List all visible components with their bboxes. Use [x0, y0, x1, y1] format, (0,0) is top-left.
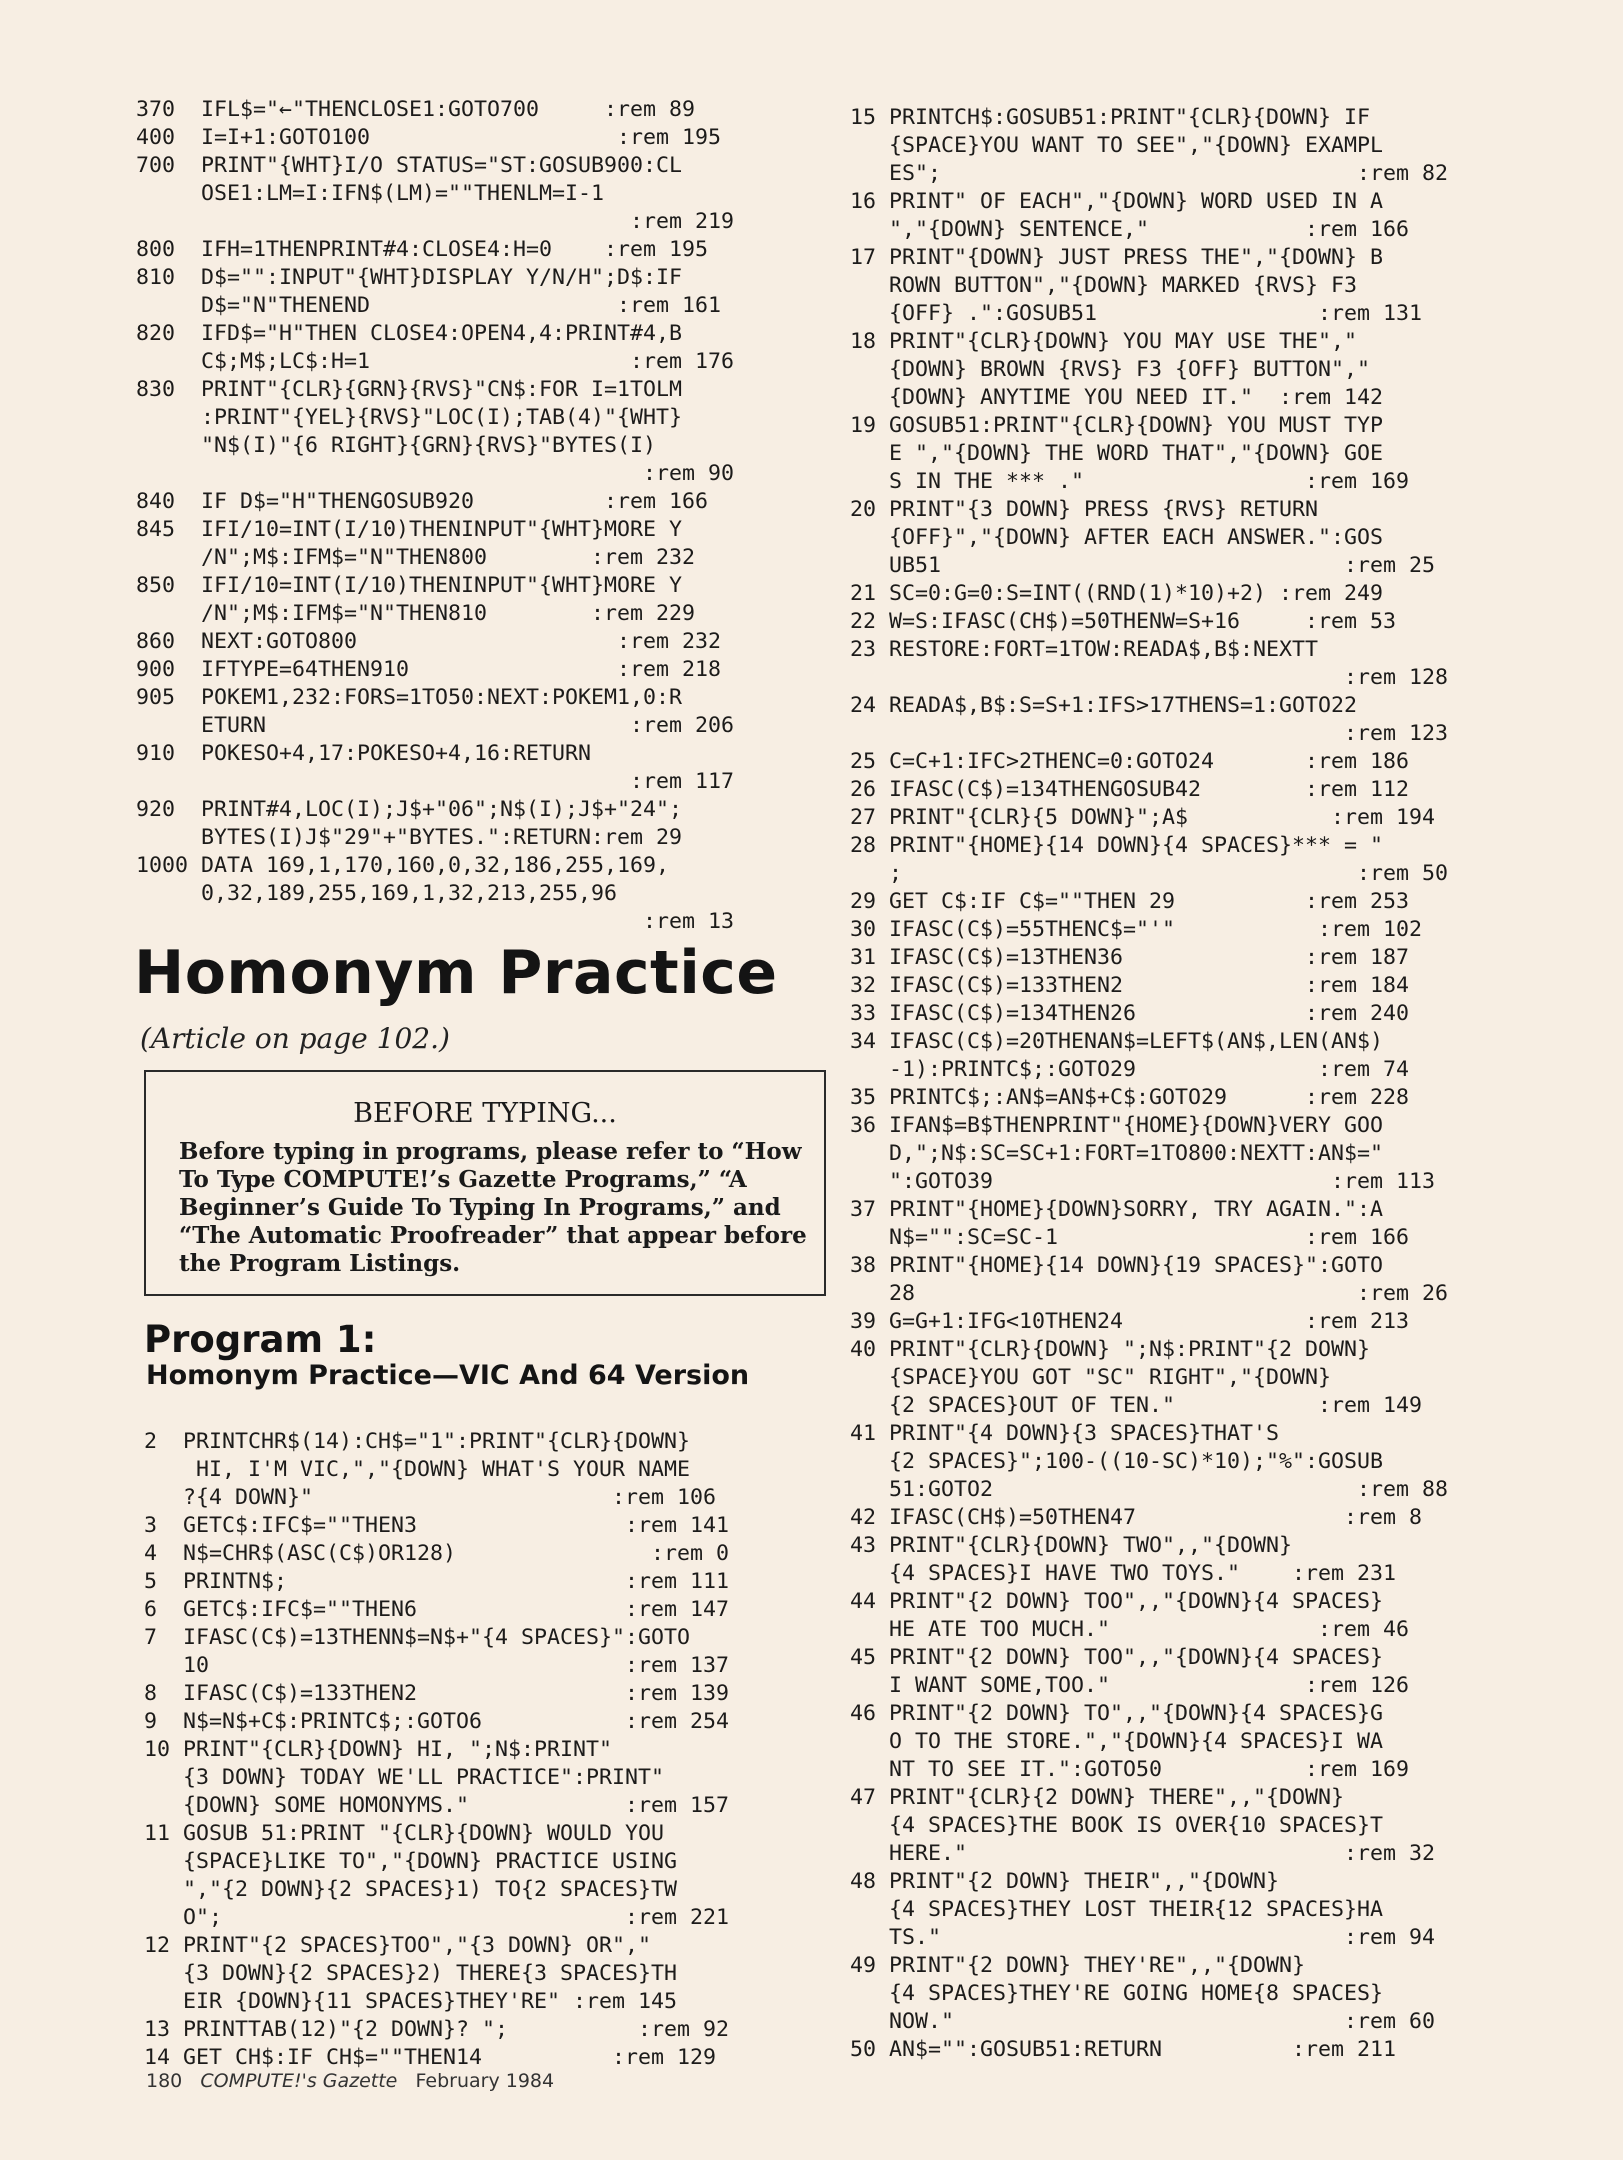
code-line: S IN THE *** ." :rem 169	[850, 469, 1410, 494]
code-line: 17 PRINT"{DOWN} JUST PRESS THE","{DOWN} B	[850, 245, 1384, 270]
code-line: 700 PRINT"{WHT}I/O STATUS="ST:GOSUB900:CL	[136, 153, 683, 178]
code-line: 2 PRINTCHR$(14):CH$="1":PRINT"{CLR}{DOWN}	[144, 1429, 691, 1454]
code-line: -1):PRINTC$;:GOTO29 :rem 74	[850, 1057, 1410, 1082]
code-line: ":GOTO39 :rem 113	[850, 1169, 1436, 1194]
code-line: {OFF} .":GOSUB51 :rem 131	[850, 301, 1423, 326]
code-line: 800 IFH=1THENPRINT#4:CLOSE4:H=0 :rem 195	[136, 237, 709, 262]
code-line: {4 SPACES}I HAVE TWO TOYS." :rem 231	[850, 1561, 1397, 1586]
code-line: ROWN BUTTON","{DOWN} MARKED {RVS} F3	[850, 273, 1358, 298]
code-line: NOW." :rem 60	[850, 2009, 1436, 2034]
code-line: :rem 128	[850, 665, 1449, 690]
code-line: D$="N"THENEND :rem 161	[136, 293, 722, 318]
code-line: 25 C=C+1:IFC>2THENC=0:GOTO24 :rem 186	[850, 749, 1410, 774]
code-line: 48 PRINT"{2 DOWN} THEIR",,"{DOWN}	[850, 1869, 1280, 1894]
program-subheading: Homonym Practice—VIC And 64 Version	[146, 1360, 750, 1391]
code-line: {SPACE}YOU GOT "SC" RIGHT","{DOWN}	[850, 1365, 1332, 1390]
code-line: 810 D$="":INPUT"{WHT}DISPLAY Y/N/H";D$:IF	[136, 265, 683, 290]
code-line: 14 GET CH$:IF CH$=""THEN14 :rem 129	[144, 2045, 717, 2070]
code-line: 47 PRINT"{CLR}{2 DOWN} THERE",,"{DOWN}	[850, 1785, 1345, 1810]
code-line: 32 IFASC(C$)=133THEN2 :rem 184	[850, 973, 1410, 998]
code-line: 400 I=I+1:GOTO100 :rem 195	[136, 125, 722, 150]
code-line: 920 PRINT#4,LOC(I);J$+"06";N$(I);J$+"24";	[136, 797, 683, 822]
code-line: 46 PRINT"{2 DOWN} TO",,"{DOWN}{4 SPACES}G	[850, 1701, 1384, 1726]
code-line: 36 IFAN$=B$THENPRINT"{HOME}{DOWN}VERY GOO	[850, 1113, 1384, 1138]
code-line: 21 SC=0:G=0:S=INT((RND(1)*10)+2) :rem 249	[850, 581, 1384, 606]
code-line: 840 IF D$="H"THENGOSUB920 :rem 166	[136, 489, 709, 514]
listing-continued	[136, 96, 734, 936]
code-line: 820 IFD$="H"THEN CLOSE4:OPEN4,4:PRINT#4,B	[136, 321, 683, 346]
code-line: HERE." :rem 32	[850, 1841, 1436, 1866]
code-line: 44 PRINT"{2 DOWN} TOO",,"{DOWN}{4 SPACES}	[850, 1589, 1384, 1614]
code-line: ; :rem 50	[850, 861, 1449, 886]
code-line: 4 N$=CHR$(ASC(C$)OR128) :rem 0	[144, 1541, 730, 1566]
code-line: 6 GETC$:IFC$=""THEN6 :rem 147	[144, 1597, 730, 1622]
code-line: N$="":SC=SC-1 :rem 166	[850, 1225, 1410, 1250]
code-line: 51:GOTO2 :rem 88	[850, 1477, 1449, 1502]
code-line: 45 PRINT"{2 DOWN} TOO",,"{DOWN}{4 SPACES}	[850, 1645, 1384, 1670]
page-footer	[146, 2070, 554, 2092]
code-line: 41 PRINT"{4 DOWN}{3 SPACES}THAT'S	[850, 1421, 1280, 1446]
code-line: 11 GOSUB 51:PRINT "{CLR}{DOWN} WOULD YOU	[144, 1821, 665, 1846]
article-reference: (Article on page 102.)	[140, 1022, 450, 1055]
code-line: 37 PRINT"{HOME}{DOWN}SORRY, TRY AGAIN.":A	[850, 1197, 1384, 1222]
code-line: HI, I'M VIC,","{DOWN} WHAT'S YOUR NAME	[144, 1457, 691, 1482]
code-line: 9 N$=N$+C$:PRINTC$;:GOTO6 :rem 254	[144, 1709, 730, 1734]
code-line: 19 GOSUB51:PRINT"{CLR}{DOWN} YOU MUST TYP	[850, 413, 1384, 438]
code-line: :rem 117	[136, 769, 735, 794]
code-line: 20 PRINT"{3 DOWN} PRESS {RVS} RETURN	[850, 497, 1319, 522]
program-listing-right	[850, 104, 1448, 2064]
code-line: 50 AN$="":GOSUB51:RETURN :rem 211	[850, 2037, 1397, 2062]
code-line: 26 IFASC(C$)=134THENGOSUB42 :rem 112	[850, 777, 1410, 802]
code-line: BYTES(I)J$"29"+"BYTES.":RETURN:rem 29	[136, 825, 683, 850]
code-line: 28 :rem 26	[850, 1281, 1449, 1306]
code-line: 24 READA$,B$:S=S+1:IFS>17THENS=1:GOTO22	[850, 693, 1358, 718]
code-line: 830 PRINT"{CLR}{GRN}{RVS}"CN$:FOR I=1TOLM	[136, 377, 683, 402]
code-line: {4 SPACES}THEY LOST THEIR{12 SPACES}HA	[850, 1897, 1384, 1922]
code-line: 49 PRINT"{2 DOWN} THEY'RE",,"{DOWN}	[850, 1953, 1306, 1978]
code-line: 15 PRINTCH$:GOSUB51:PRINT"{CLR}{DOWN} IF	[850, 105, 1371, 130]
code-line: NT TO SEE IT.":GOTO50 :rem 169	[850, 1757, 1410, 1782]
code-line: {DOWN} SOME HOMONYMS." :rem 157	[144, 1793, 730, 1818]
code-line: 30 IFASC(C$)=55THENC$="'" :rem 102	[850, 917, 1423, 942]
code-line: 845 IFI/10=INT(I/10)THENINPUT"{WHT}MORE Y	[136, 517, 683, 542]
article-title: Homonym Practice	[134, 938, 778, 1008]
code-line: /N";M$:IFM$="N"THEN810 :rem 229	[136, 601, 696, 626]
code-line: E ","{DOWN} THE WORD THAT","{DOWN} GOE	[850, 441, 1384, 466]
code-line: :rem 219	[136, 209, 735, 234]
code-line: /N";M$:IFM$="N"THEN800 :rem 232	[136, 545, 696, 570]
code-line: {OFF}","{DOWN} AFTER EACH ANSWER.":GOS	[850, 525, 1384, 550]
code-line: 34 IFASC(C$)=20THENAN$=LEFT$(AN$,LEN(AN$)	[850, 1029, 1384, 1054]
code-line: ?{4 DOWN}" :rem 106	[144, 1485, 717, 1510]
code-line: {DOWN} BROWN {RVS} F3 {OFF} BUTTON","	[850, 357, 1371, 382]
code-line: 33 IFASC(C$)=134THEN26 :rem 240	[850, 1001, 1410, 1026]
program-heading: Program 1:	[144, 1318, 377, 1361]
code-line: 10 :rem 137	[144, 1653, 730, 1678]
code-line: :rem 90	[136, 461, 735, 486]
code-line: ","{DOWN} SENTENCE," :rem 166	[850, 217, 1410, 242]
code-line: :rem 123	[850, 721, 1449, 746]
code-line: {2 SPACES}OUT OF TEN." :rem 149	[850, 1393, 1423, 1418]
code-line: {4 SPACES}THE BOOK IS OVER{10 SPACES}T	[850, 1813, 1384, 1838]
code-line: 370 IFL$="←"THENCLOSE1:GOTO700 :rem 89	[136, 97, 696, 122]
code-line: 13 PRINTTAB(12)"{2 DOWN}? "; :rem 92	[144, 2017, 730, 2042]
code-line: "N$(I)"{6 RIGHT}{GRN}{RVS}"BYTES(I)	[136, 433, 657, 458]
code-line: {DOWN} ANYTIME YOU NEED IT." :rem 142	[850, 385, 1384, 410]
code-line: 27 PRINT"{CLR}{5 DOWN}";A$ :rem 194	[850, 805, 1436, 830]
code-line: ES"; :rem 82	[850, 161, 1449, 186]
code-line: {SPACE}YOU WANT TO SEE","{DOWN} EXAMPL	[850, 133, 1384, 158]
issue-date: February 1984	[415, 2070, 555, 2092]
code-line: 39 G=G+1:IFG<10THEN24 :rem 213	[850, 1309, 1410, 1334]
code-line: ETURN :rem 206	[136, 713, 735, 738]
magazine-name: COMPUTE!'s Gazette	[200, 2070, 398, 2092]
code-line: 12 PRINT"{2 SPACES}TOO","{3 DOWN} OR","	[144, 1933, 652, 1958]
code-line: 10 PRINT"{CLR}{DOWN} HI, ";N$:PRINT"	[144, 1737, 613, 1762]
code-line: I WANT SOME,TOO." :rem 126	[850, 1673, 1410, 1698]
code-line: EIR {DOWN}{11 SPACES}THEY'RE" :rem 145	[144, 1989, 678, 2014]
program-listing-left	[144, 1428, 729, 2072]
code-line: 42 IFASC(CH$)=50THEN47 :rem 8	[850, 1505, 1423, 1530]
notice-heading: BEFORE TYPING...	[353, 1098, 617, 1129]
code-line: 1000 DATA 169,1,170,160,0,32,186,255,169,	[136, 853, 670, 878]
code-line: 5 PRINTN$; :rem 111	[144, 1569, 730, 1594]
code-line: 900 IFTYPE=64THEN910 :rem 218	[136, 657, 722, 682]
code-line: {2 SPACES}";100-((10-SC)*10);"%":GOSUB	[850, 1449, 1384, 1474]
code-line: 860 NEXT:GOTO800 :rem 232	[136, 629, 722, 654]
code-line: 0,32,189,255,169,1,32,213,255,96	[136, 881, 618, 906]
code-line: :PRINT"{YEL}{RVS}"LOC(I);TAB(4)"{WHT}	[136, 405, 683, 430]
code-line: O"; :rem 221	[144, 1905, 730, 1930]
code-line: 16 PRINT" OF EACH","{DOWN} WORD USED IN A	[850, 189, 1384, 214]
code-line: :rem 13	[136, 909, 735, 934]
code-line: O TO THE STORE.","{DOWN}{4 SPACES}I WA	[850, 1729, 1384, 1754]
code-line: 910 POKESO+4,17:POKESO+4,16:RETURN	[136, 741, 592, 766]
before-typing-notice	[144, 1070, 826, 1296]
notice-body: Before typing in programs, please refer to “How To Type COMPUTE!’s Gazette Programs,” “A Beginner’s Guide To Typing In Programs,” and “The Automatic Proofreader” that appear before the Program Listings.	[179, 1138, 807, 1277]
code-line: {SPACE}LIKE TO","{DOWN} PRACTICE USING	[144, 1849, 678, 1874]
code-line: 905 POKEM1,232:FORS=1TO50:NEXT:POKEM1,0:R	[136, 685, 683, 710]
code-line: 28 PRINT"{HOME}{14 DOWN}{4 SPACES}*** = "	[850, 833, 1384, 858]
code-line: {3 DOWN}{2 SPACES}2) THERE{3 SPACES}TH	[144, 1961, 678, 1986]
code-line: 23 RESTORE:FORT=1TOW:READA$,B$:NEXTT	[850, 637, 1319, 662]
code-line: 40 PRINT"{CLR}{DOWN} ";N$:PRINT"{2 DOWN}	[850, 1337, 1371, 1362]
code-line: 850 IFI/10=INT(I/10)THENINPUT"{WHT}MORE Y	[136, 573, 683, 598]
code-line: 43 PRINT"{CLR}{DOWN} TWO",,"{DOWN}	[850, 1533, 1293, 1558]
code-line: C$;M$;LC$:H=1 :rem 176	[136, 349, 735, 374]
code-line: 31 IFASC(C$)=13THEN36 :rem 187	[850, 945, 1410, 970]
code-line: ","{2 DOWN}{2 SPACES}1) TO{2 SPACES}TW	[144, 1877, 678, 1902]
code-line: 35 PRINTC$;:AN$=AN$+C$:GOTO29 :rem 228	[850, 1085, 1410, 1110]
code-line: OSE1:LM=I:IFN$(LM)=""THENLM=I-1	[136, 181, 605, 206]
code-line: 3 GETC$:IFC$=""THEN3 :rem 141	[144, 1513, 730, 1538]
page-number: 180	[146, 2070, 183, 2092]
code-line: D,";N$:SC=SC+1:FORT=1TO800:NEXTT:AN$="	[850, 1141, 1384, 1166]
code-line: TS." :rem 94	[850, 1925, 1436, 1950]
code-line: {3 DOWN} TODAY WE'LL PRACTICE":PRINT"	[144, 1765, 665, 1790]
code-line: 29 GET C$:IF C$=""THEN 29 :rem 253	[850, 889, 1410, 914]
code-line: 8 IFASC(C$)=133THEN2 :rem 139	[144, 1681, 730, 1706]
code-line: 7 IFASC(C$)=13THENN$=N$+"{4 SPACES}":GOTO	[144, 1625, 691, 1650]
code-line: 38 PRINT"{HOME}{14 DOWN}{19 SPACES}":GOTO	[850, 1253, 1384, 1278]
code-line: UB51 :rem 25	[850, 553, 1436, 578]
code-line: 18 PRINT"{CLR}{DOWN} YOU MAY USE THE","	[850, 329, 1358, 354]
code-line: {4 SPACES}THEY'RE GOING HOME{8 SPACES}	[850, 1981, 1384, 2006]
code-line: HE ATE TOO MUCH." :rem 46	[850, 1617, 1410, 1642]
code-line: 22 W=S:IFASC(CH$)=50THENW=S+16 :rem 53	[850, 609, 1397, 634]
